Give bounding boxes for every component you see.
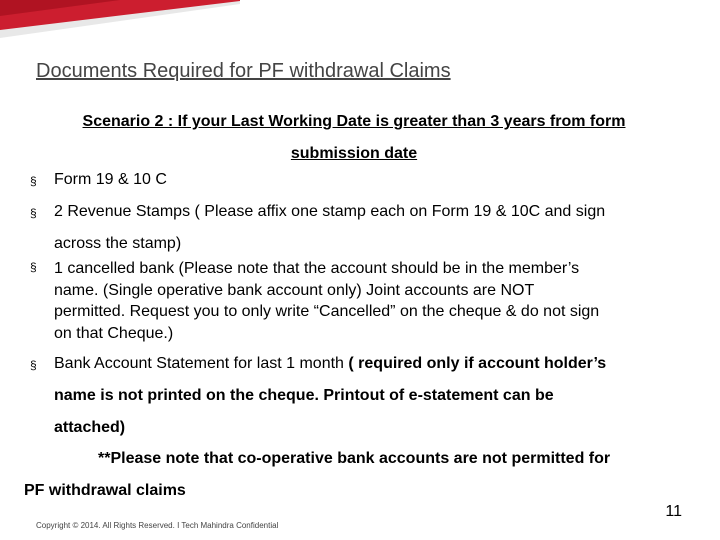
copyright-text: Copyright © 2014. All Rights Reserved. I Tech Mahindra Confidential	[36, 521, 279, 530]
list-item-stamps	[54, 196, 694, 254]
scenario-heading	[44, 106, 664, 170]
list-item-text-line4: on that Cheque.)	[54, 324, 174, 342]
list-item-form	[54, 164, 694, 196]
bullet-icon: §	[30, 174, 37, 188]
list-item-cancelled-cheque	[54, 258, 694, 344]
note-line1: **Please note that co-operative bank accounts are not permitted for	[98, 450, 611, 467]
page-number: 11	[665, 503, 682, 520]
list-item-text-line1: 2 Revenue Stamps ( Please affix one stamp each on Form 19 & 10C and sign	[54, 203, 606, 220]
list-item-text-line1	[54, 348, 694, 380]
list-item-text-line1: 1 cancelled bank (Please note that the account should be in the member’s	[54, 260, 580, 277]
list-item-bank-statement	[54, 348, 694, 444]
list-item-text-line3: attached)	[54, 419, 126, 436]
list-item-text-line2: name is not printed on the cheque. Printout of e-statement can be	[54, 387, 554, 404]
list-item-text-line3: permitted. Request you to only write “Cancelled” on the cheque & do not sign	[54, 303, 600, 320]
bullet-icon: §	[30, 260, 37, 274]
scenario-heading-line1: Scenario 2 : If your Last Working Date is greater than 3 years from form	[82, 113, 626, 130]
list-item-text-line2: name. (Single operative bank account only) Joint accounts are NOT	[54, 281, 535, 299]
list-item-text-bold: ( required only if account holder’s	[348, 355, 607, 372]
list-item-text: Form 19 & 10 C	[54, 171, 167, 188]
bullet-icon: §	[30, 206, 37, 220]
corner-decoration	[0, 0, 240, 60]
slide-title: Documents Required for PF withdrawal Claims	[36, 60, 451, 82]
scenario-heading-line2: submission date	[290, 145, 418, 162]
note-line2: PF withdrawal claims	[24, 482, 186, 499]
list-item-text-line2: across the stamp)	[54, 235, 182, 252]
list-item-text-normal: Bank Account Statement for last 1 month	[54, 355, 349, 372]
bullet-icon: §	[30, 358, 37, 372]
